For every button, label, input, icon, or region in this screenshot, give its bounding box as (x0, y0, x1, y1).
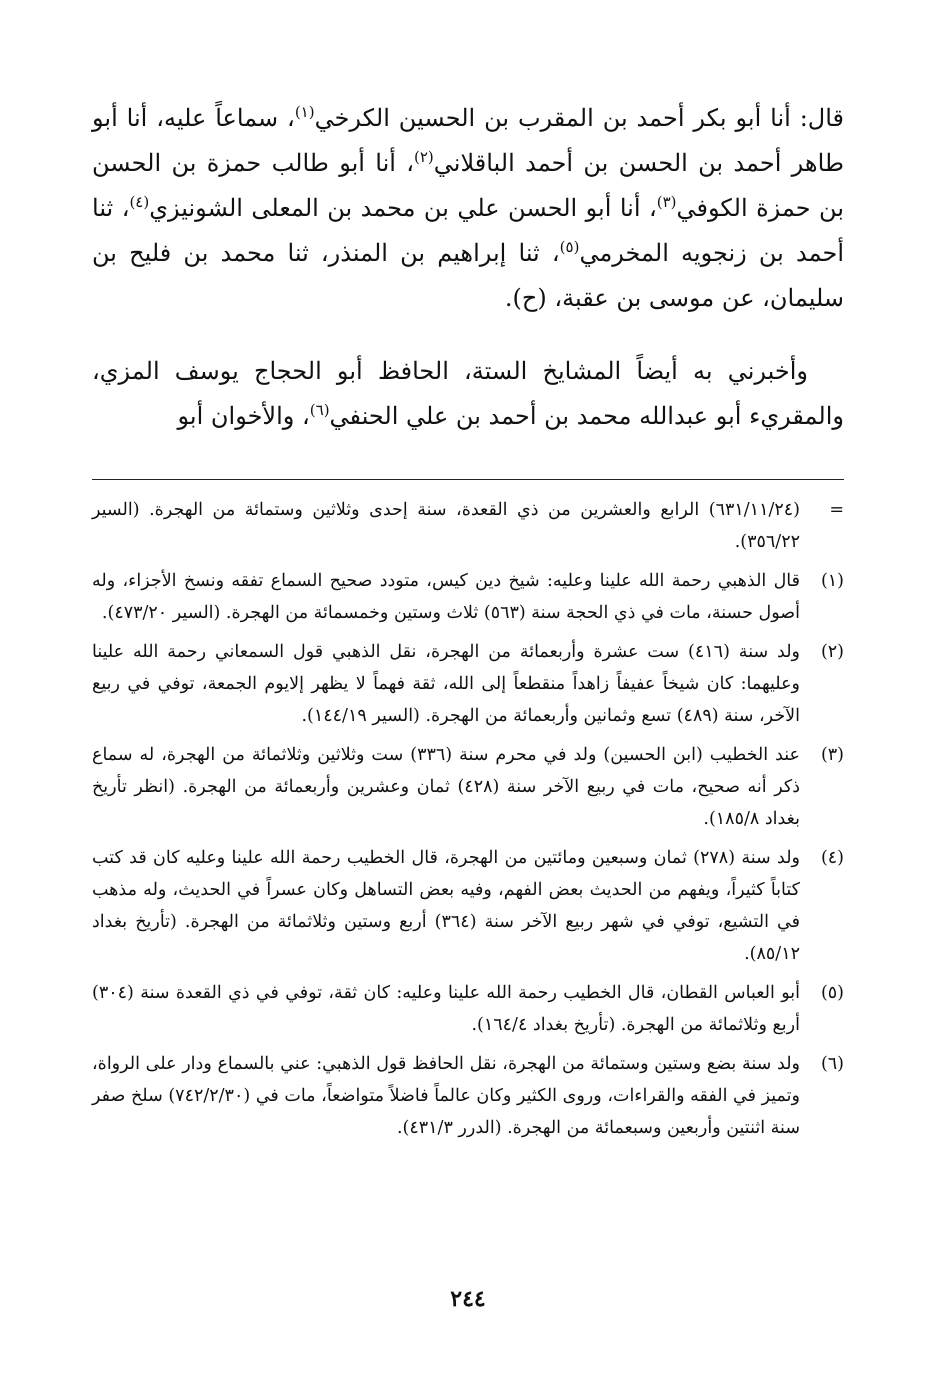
text-segment: ، ثنا إبراهيم بن المنذر، ثنا محمد بن فليح بن سليمان، عن موسى بن عقبة، (ح). (92, 239, 844, 312)
text-segment: ، أنا أبو الحسن علي بن محمد بن المعلى الشونيزي (149, 194, 657, 222)
footnote-3 (92, 739, 844, 835)
footnote-marker: (٦) (820, 1054, 844, 1074)
footnote-marker: (٢) (820, 642, 844, 662)
footnote-1 (92, 565, 844, 629)
text-segment: ، أنا أبو طالب حمزة بن الحسن بن حمزة الكوفي (92, 149, 845, 222)
footnote-separator (92, 479, 844, 480)
footnote-5 (92, 977, 844, 1041)
footnote-reference-1: (١) (294, 103, 315, 121)
footnote-reference-3: (٣) (656, 193, 677, 211)
footnote-reference-2: (٢) (413, 148, 434, 166)
text-segment: ، سماعاً عليه، أنا أبو طاهر أحمد بن الحسن بن أحمد الباقلاني (92, 104, 844, 177)
footnote-marker: (٤) (820, 848, 844, 868)
footnote-text: أبو العباس القطان، قال الخطيب رحمة الله علينا وعليه: كان ثقة، توفي في ذي القعدة سنة (٣٠٤) أربع وثلاثمائة من الهجرة. (تأريخ بغداد ١٦٤/٤). (92, 983, 800, 1035)
footnote-text: ولد سنة بضع وستين وستمائة من الهجرة، نقل الحافظ قول الذهبي: عني بالسماع ودار على الرواة، وتميز في الفقه والقراءات، وروى الكثير وكان عالماً فاضلاً متواضعاً، مات في (٧٤٢/٢/٣٠) سلخ صفر سنة اثنتين وأربعين وسبعمائة من الهجرة. (الدرر ٤٣١/٣). (92, 1054, 800, 1138)
footnote-marker: (١) (820, 571, 844, 591)
body-paragraph-1 (92, 96, 844, 321)
footnotes-section (92, 494, 844, 1151)
book-page (92, 96, 844, 1336)
text-segment: ، ثنا أحمد بن زنجويه المخرمي (92, 194, 845, 267)
body-paragraph-2 (92, 349, 844, 439)
footnote-marker: = (829, 500, 844, 520)
text-segment: ، والأخوان أبو (177, 402, 310, 430)
footnote-4 (92, 842, 844, 970)
footnote-continued (92, 494, 844, 558)
footnote-2 (92, 636, 844, 732)
footnote-text: (٦٣١/١١/٢٤) الرابع والعشرين من ذي القعدة، سنة إحدى وثلاثين وستمائة من الهجرة. (السير ٣٥٦/٢٢). (92, 500, 800, 552)
footnote-reference-5: (٥) (559, 238, 580, 256)
footnote-marker: (٣) (820, 745, 844, 765)
footnote-6 (92, 1048, 844, 1144)
footnote-text: ولد سنة (٢٧٨) ثمان وسبعين ومائتين من الهجرة، قال الخطيب رحمة الله علينا وعليه كان قد كتب كتاباً كثيراً، ويفهم من الحديث بعض الفهم، وفيه بعض التساهل وكان عسراً في الحديث، وله مذهب في التشيع، توفي في شهر ربيع الآخر سنة (٣٦٤) أربع وستين وثلاثمائة من الهجرة. (تأريخ بغداد ٨٥/١٢). (92, 848, 800, 964)
footnote-reference-4: (٤) (129, 193, 150, 211)
text-segment: وأخبرني به أيضاً المشايخ الستة، الحافظ أبو الحجاج يوسف المزي، والمقريء أبو عبدالله محمد بن أحمد بن علي الحنفي (92, 357, 844, 430)
footnote-text: ولد سنة (٤١٦) ست عشرة وأربعمائة من الهجرة، نقل الذهبي قول السمعاني رحمة الله علينا وعليهما: كان شيخاً عفيفاً زاهداً منقطعاً إلى الله، ثقة فهماً لا يظهر إلايوم الجمعة، توفي في ربيع الآخر، سنة (٤٨٩) تسع وثمانين وأربعمائة من الهجرة. (السير ١٤٤/١٩). (92, 642, 801, 726)
footnote-text: عند الخطيب (ابن الحسين) ولد في محرم سنة (٣٣٦) ست وثلاثين وثلاثمائة من الهجرة، له سماع ذكر أنه صحيح، مات في ربيع الآخر سنة (٤٢٨) ثمان وعشرين وأربعمائة من الهجرة. (انظر تأريخ بغداد ١٨٥/٨). (92, 745, 801, 829)
text-segment: قال: أنا أبو بكر أحمد بن المقرب بن الحسين الكرخي (314, 104, 845, 132)
footnote-reference-6: (٦) (309, 401, 330, 419)
footnote-text: قال الذهبي رحمة الله علينا وعليه: شيخ دين كيس، متودد صحيح السماع تفقه ونسخ الأجزاء، وله أصول حسنة، مات في ذي الحجة سنة (٥٦٣) ثلاث وستين وخمسمائة من الهجرة. (السير ٤٧٣/٢٠). (92, 571, 800, 623)
footnote-marker: (٥) (820, 983, 844, 1003)
page-number: ٢٤٤ (450, 1286, 486, 1312)
